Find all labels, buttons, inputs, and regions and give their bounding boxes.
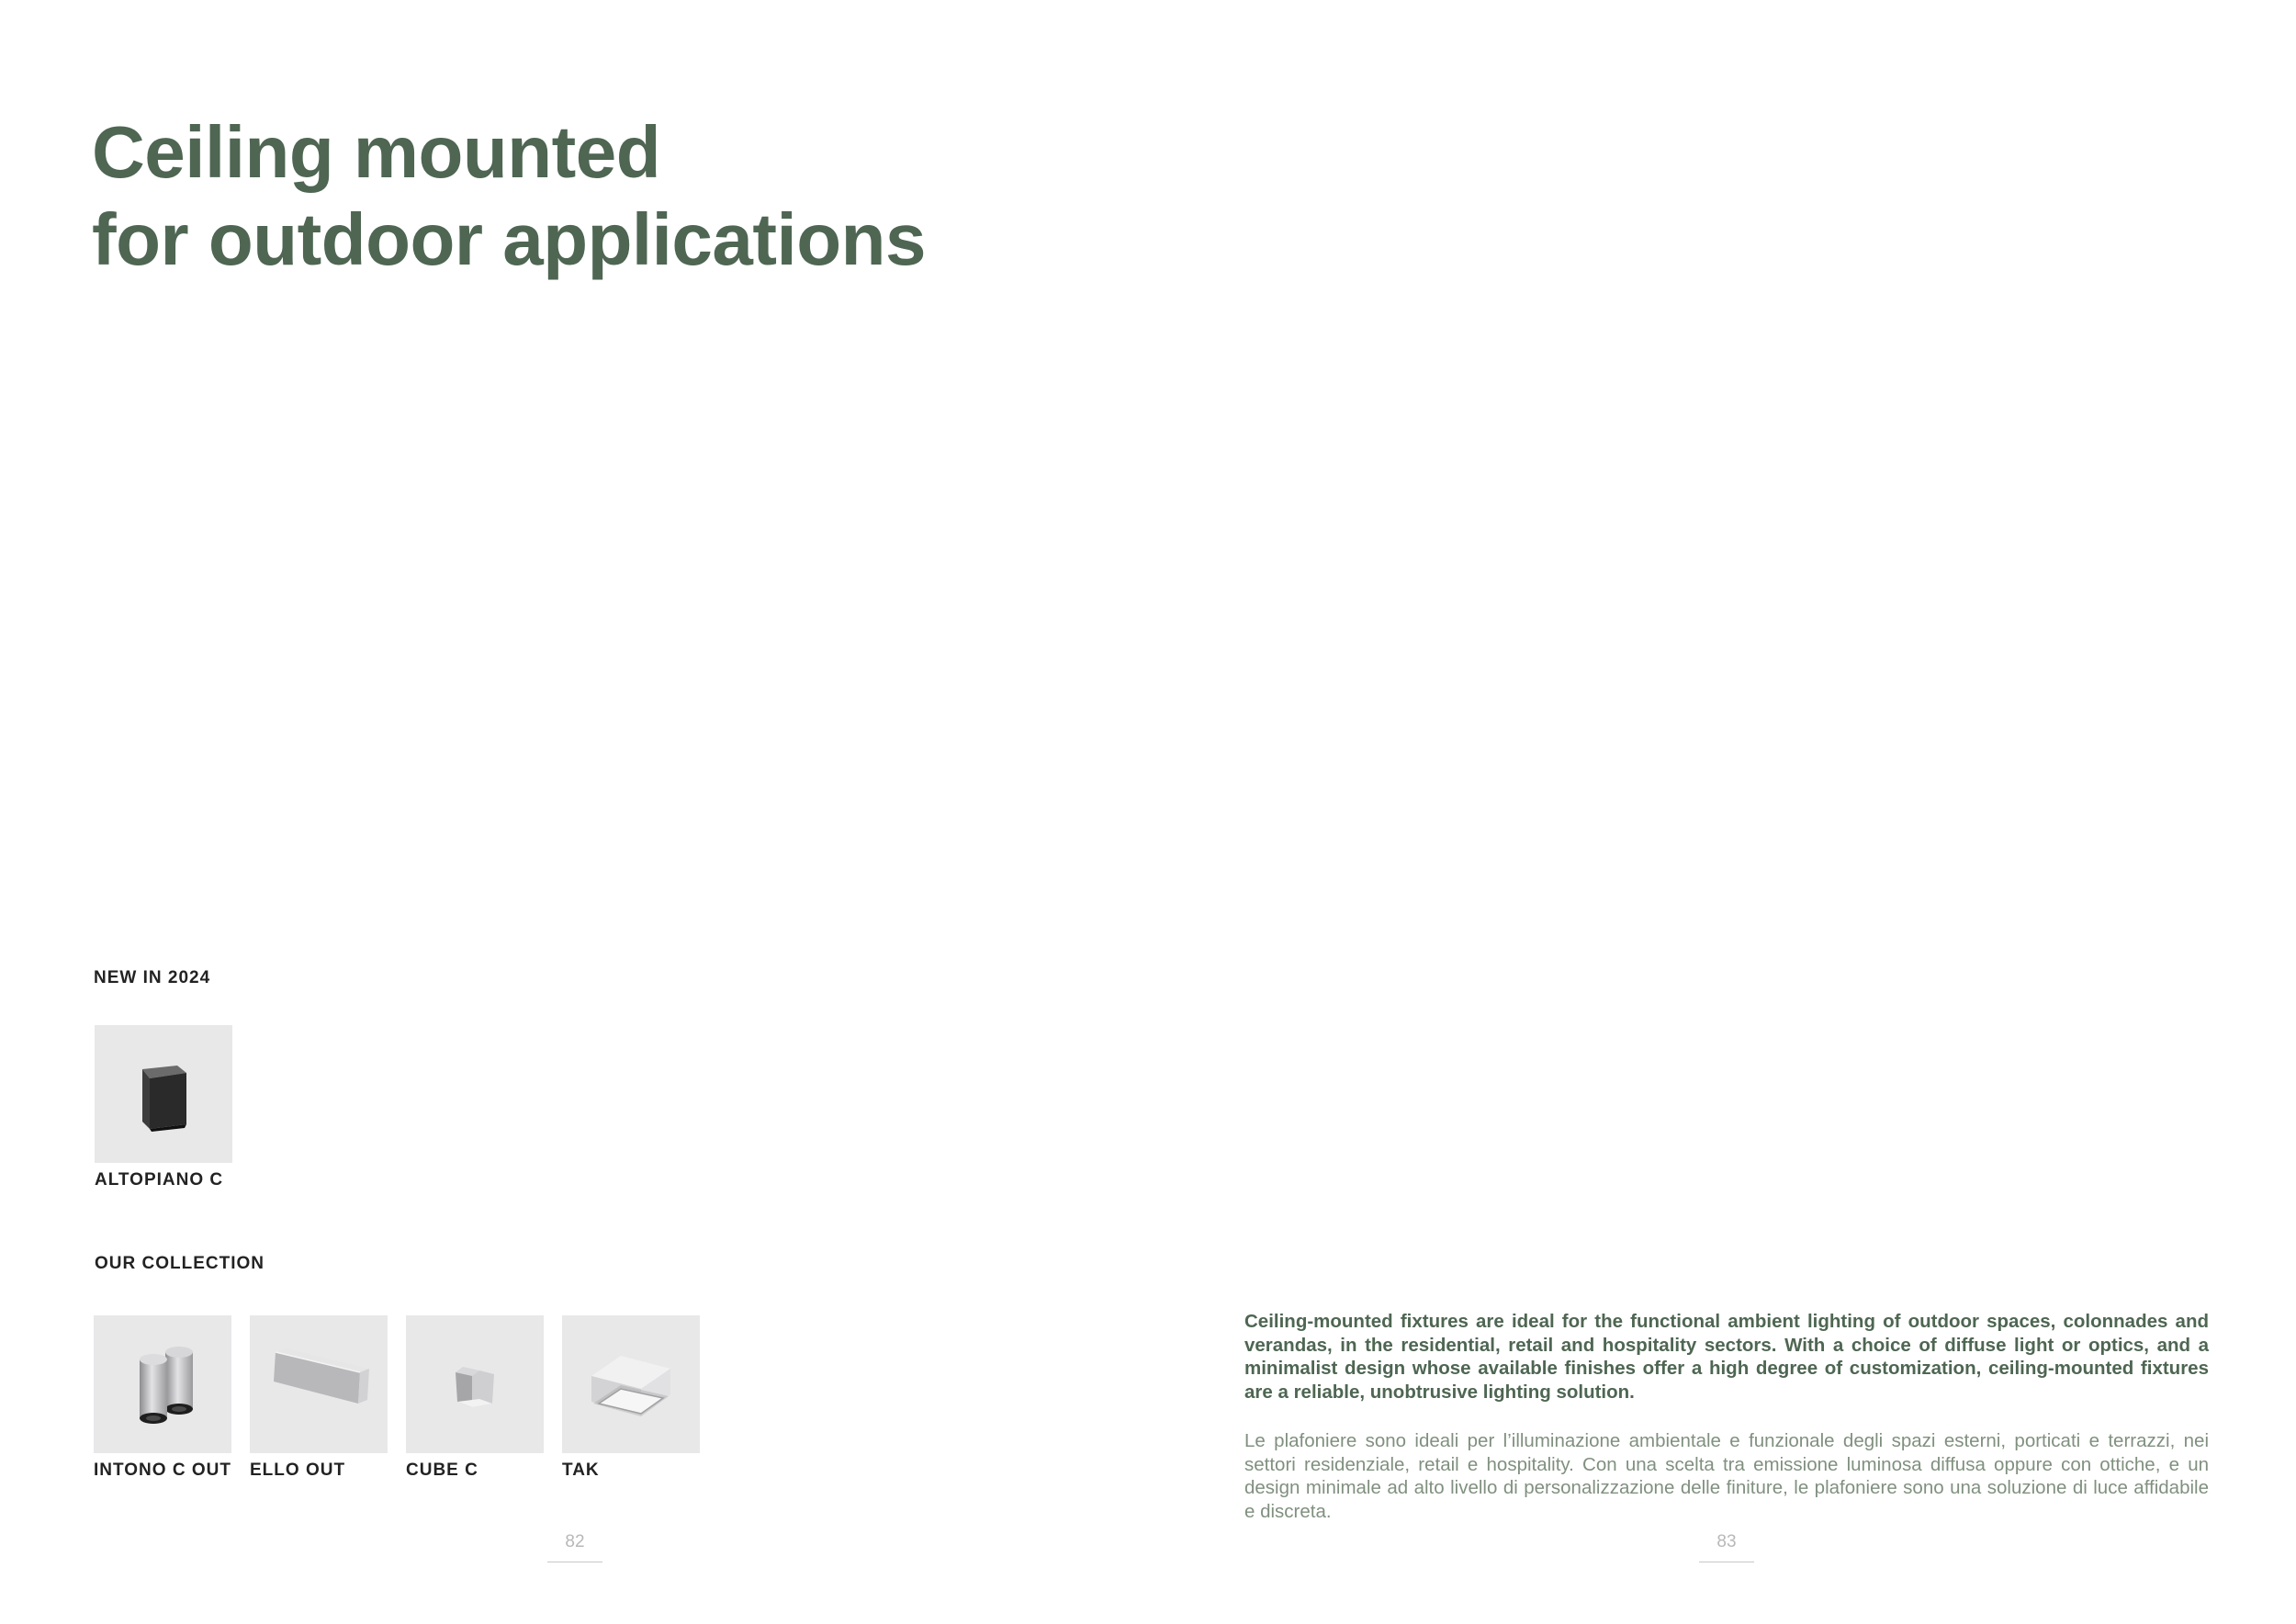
intono-c-out-fixture-icon bbox=[94, 1315, 231, 1453]
cube-c-fixture-icon bbox=[406, 1315, 544, 1453]
product-thumbnail[interactable] bbox=[250, 1315, 388, 1453]
product-thumbnail[interactable] bbox=[406, 1315, 544, 1453]
collection-section-label: OUR COLLECTION bbox=[95, 1254, 264, 1273]
new-section-label: NEW IN 2024 bbox=[94, 968, 211, 987]
page-number-right: 83 bbox=[1716, 1532, 1737, 1551]
altopiano-c-fixture-icon bbox=[95, 1025, 232, 1163]
description-english: Ceiling-mounted fixtures are ideal for the functional ambient lighting of outdoor spaces, colonnades and verandas, in the residential, retail and hospitality sectors. With a choice of diffuse light or optics, and a minimalist design whose available finishes offer a high degree of customization, ceiling-mounted fixtures are a reliable, unobtrusive lighting solution. bbox=[1244, 1311, 2209, 1403]
product-name: ALTOPIANO C bbox=[95, 1170, 224, 1190]
product-ello-out[interactable] bbox=[250, 1315, 388, 1481]
product-name: TAK bbox=[562, 1460, 600, 1480]
product-name: CUBE C bbox=[406, 1460, 478, 1480]
page-title-line-2: for outdoor applications bbox=[92, 198, 926, 280]
page-number-left: 82 bbox=[565, 1532, 585, 1551]
ello-out-fixture-icon bbox=[250, 1315, 388, 1453]
product-name: ELLO OUT bbox=[250, 1460, 346, 1480]
tak-fixture-icon bbox=[562, 1315, 700, 1453]
product-thumbnail[interactable] bbox=[562, 1315, 700, 1453]
product-name: INTONO C OUT bbox=[94, 1460, 231, 1480]
description-italian: Le plafoniere sono ideali per l’illuminazione ambientale e funzionale degli spazi esterni, porticati e terrazzi, nei settori residenziale, retail e hospitality. Con una scelta tra emissione luminosa diffusa oppure con ottiche, e un design minimale ad alto livello di personalizzazione delle finiture, le plafoniere sono una soluzione di luce affidabile e discreta. bbox=[1244, 1430, 2209, 1522]
page-title-line-1: Ceiling mounted bbox=[92, 111, 661, 193]
product-thumbnail[interactable] bbox=[94, 1315, 231, 1453]
product-altopiano-c[interactable] bbox=[95, 1025, 232, 1190]
product-tak[interactable] bbox=[562, 1315, 700, 1481]
product-thumbnail[interactable] bbox=[95, 1025, 232, 1163]
product-intono-c-out[interactable] bbox=[94, 1315, 231, 1481]
product-cube-c[interactable] bbox=[406, 1315, 544, 1481]
page-title bbox=[92, 108, 926, 283]
